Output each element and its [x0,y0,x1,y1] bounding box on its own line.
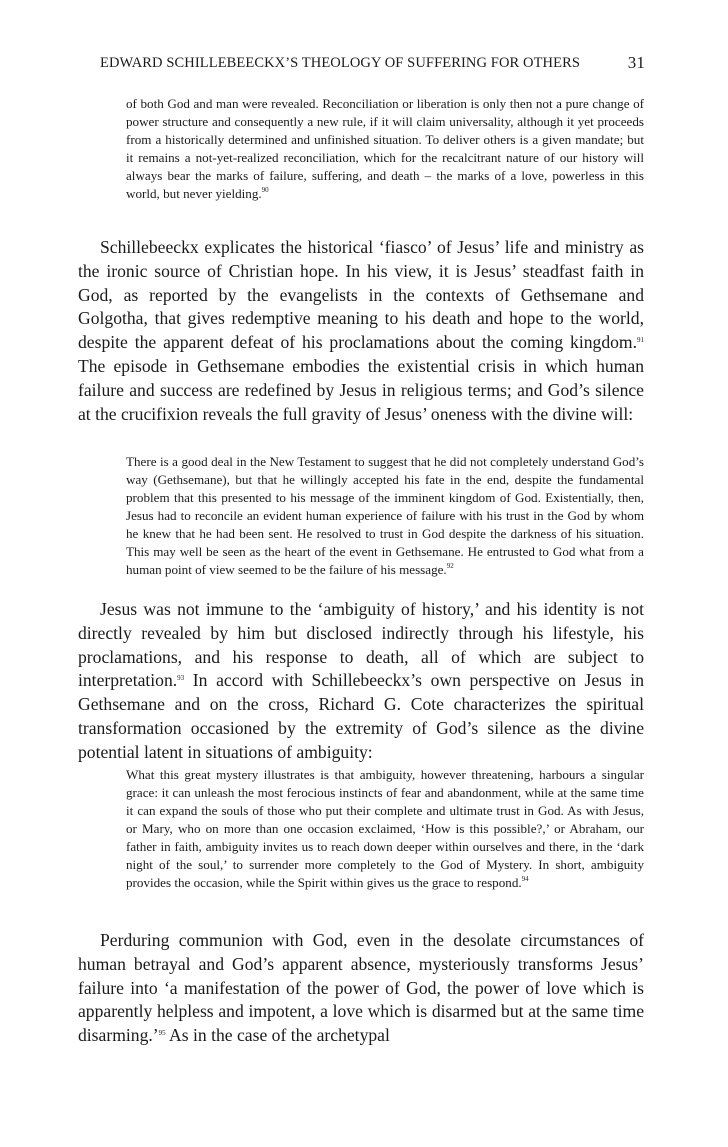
footnote-ref: 92 [446,562,454,570]
body-paragraph [78,236,644,426]
body-paragraph [78,929,644,1048]
block-quote [126,95,644,203]
footnote-ref: 95 [158,1029,166,1038]
paragraph-text: As in the case of the archetypal [165,1025,390,1046]
paragraph-text: Schillebeeckx explicates the historical ‘fiasco’ of Jesus’ life and ministry as the ironic source of Christian hope. In his view, it is Jesus’ steadfast faith in God, as reported by the evangelists in the contexts of Gethsemane and Golgotha, that gives redemptive meaning to his death and hope to the world, despite the apparent defeat of his proclamations about the coming kingdom. [78,237,644,353]
paragraph-text: In accord with Schillebeeckx’s own perspective on Jesus in Gethsemane and on the cross, Richard G. Cote characterizes the spiritual transformation occasioned by the extremity of God’s silence as the divine potential latent in situations of ambiguity: [78,670,644,762]
footnote-ref: 90 [261,186,269,194]
running-head-title: EDWARD SCHILLEBEECKX’S THEOLOGY OF SUFFERING FOR OTHERS [100,55,580,71]
running-head [100,55,645,79]
block-quote [126,766,644,892]
paragraph-text: Perduring communion with God, even in the desolate circumstances of human betrayal and God’s apparent absence, mysteriously transforms Jesus’ failure into ‘a manifestation of the power of God, the power of love which is apparently helpless and impotent, a love which is disarmed but at the same time disarming.’ [78,930,644,1046]
footnote-ref: 93 [177,674,185,683]
page-number: 31 [627,53,645,72]
footnote-ref: 94 [521,875,529,883]
body-paragraph [78,598,644,765]
quote-text: There is a good deal in the New Testament to suggest that he did not completely understand God’s way (Gethsemane), but that he willingly accepted his fate in the end, despite the fundamental problem that this presented to his message of the imminent kingdom of God. Existentially, then, Jesus had to reconcile an evident human experience of failure with his trust in the God by whom he knew that he had been sent. He resolved to trust in God despite the darkness of his situation. This may well be seen as the heart of the event in Gethsemane. He entrusted to God what from a human point of view seemed to be the failure of his message. [126,454,644,577]
paragraph-text: The episode in Gethsemane embodies the existential crisis in which human failure and success are redefined by Jesus in religious terms; and God’s silence at the crucifixion reveals the full gravity of Jesus’ oneness with the divine will: [78,355,644,424]
block-quote [126,453,644,579]
quote-text: What this great mystery illustrates is that ambiguity, however threatening, harbours a singular grace: it can unleash the most ferocious instincts of fear and abandonment, while at the same time it can expand the souls of those who put their complete and ultimate trust in God. As with Jesus, or Mary, who on more than one occasion exclaimed, ‘How is this possible?,’ or Abraham, our father in faith, ambiguity invites us to reach down deeper within ourselves and there, in the ‘dark night of the soul,’ to surrender more completely to the God of Mystery. In short, ambiguity provides the occasion, while the Spirit within gives us the grace to respond. [126,767,644,890]
footnote-ref: 91 [637,336,644,345]
paragraph-text: Jesus was not immune to the ‘ambiguity of history,’ and his identity is not directly revealed by him but disclosed indirectly through his lifestyle, his proclamations, and his response to death, all of which are subject to interpretation. [78,599,644,691]
quote-text: of both God and man were revealed. Reconciliation or liberation is only then not a pure change of power structure and consequently a new rule, if it will claim universality, although it yet proceeds from a historically determined and unfinished situation. To deliver others is a given mandate; but it remains a not-yet-realized reconciliation, which for the recalcitrant nature of our history will always bear the marks of failure, suffering, and death – the marks of a love, powerless in this world, but never yielding. [126,96,644,201]
